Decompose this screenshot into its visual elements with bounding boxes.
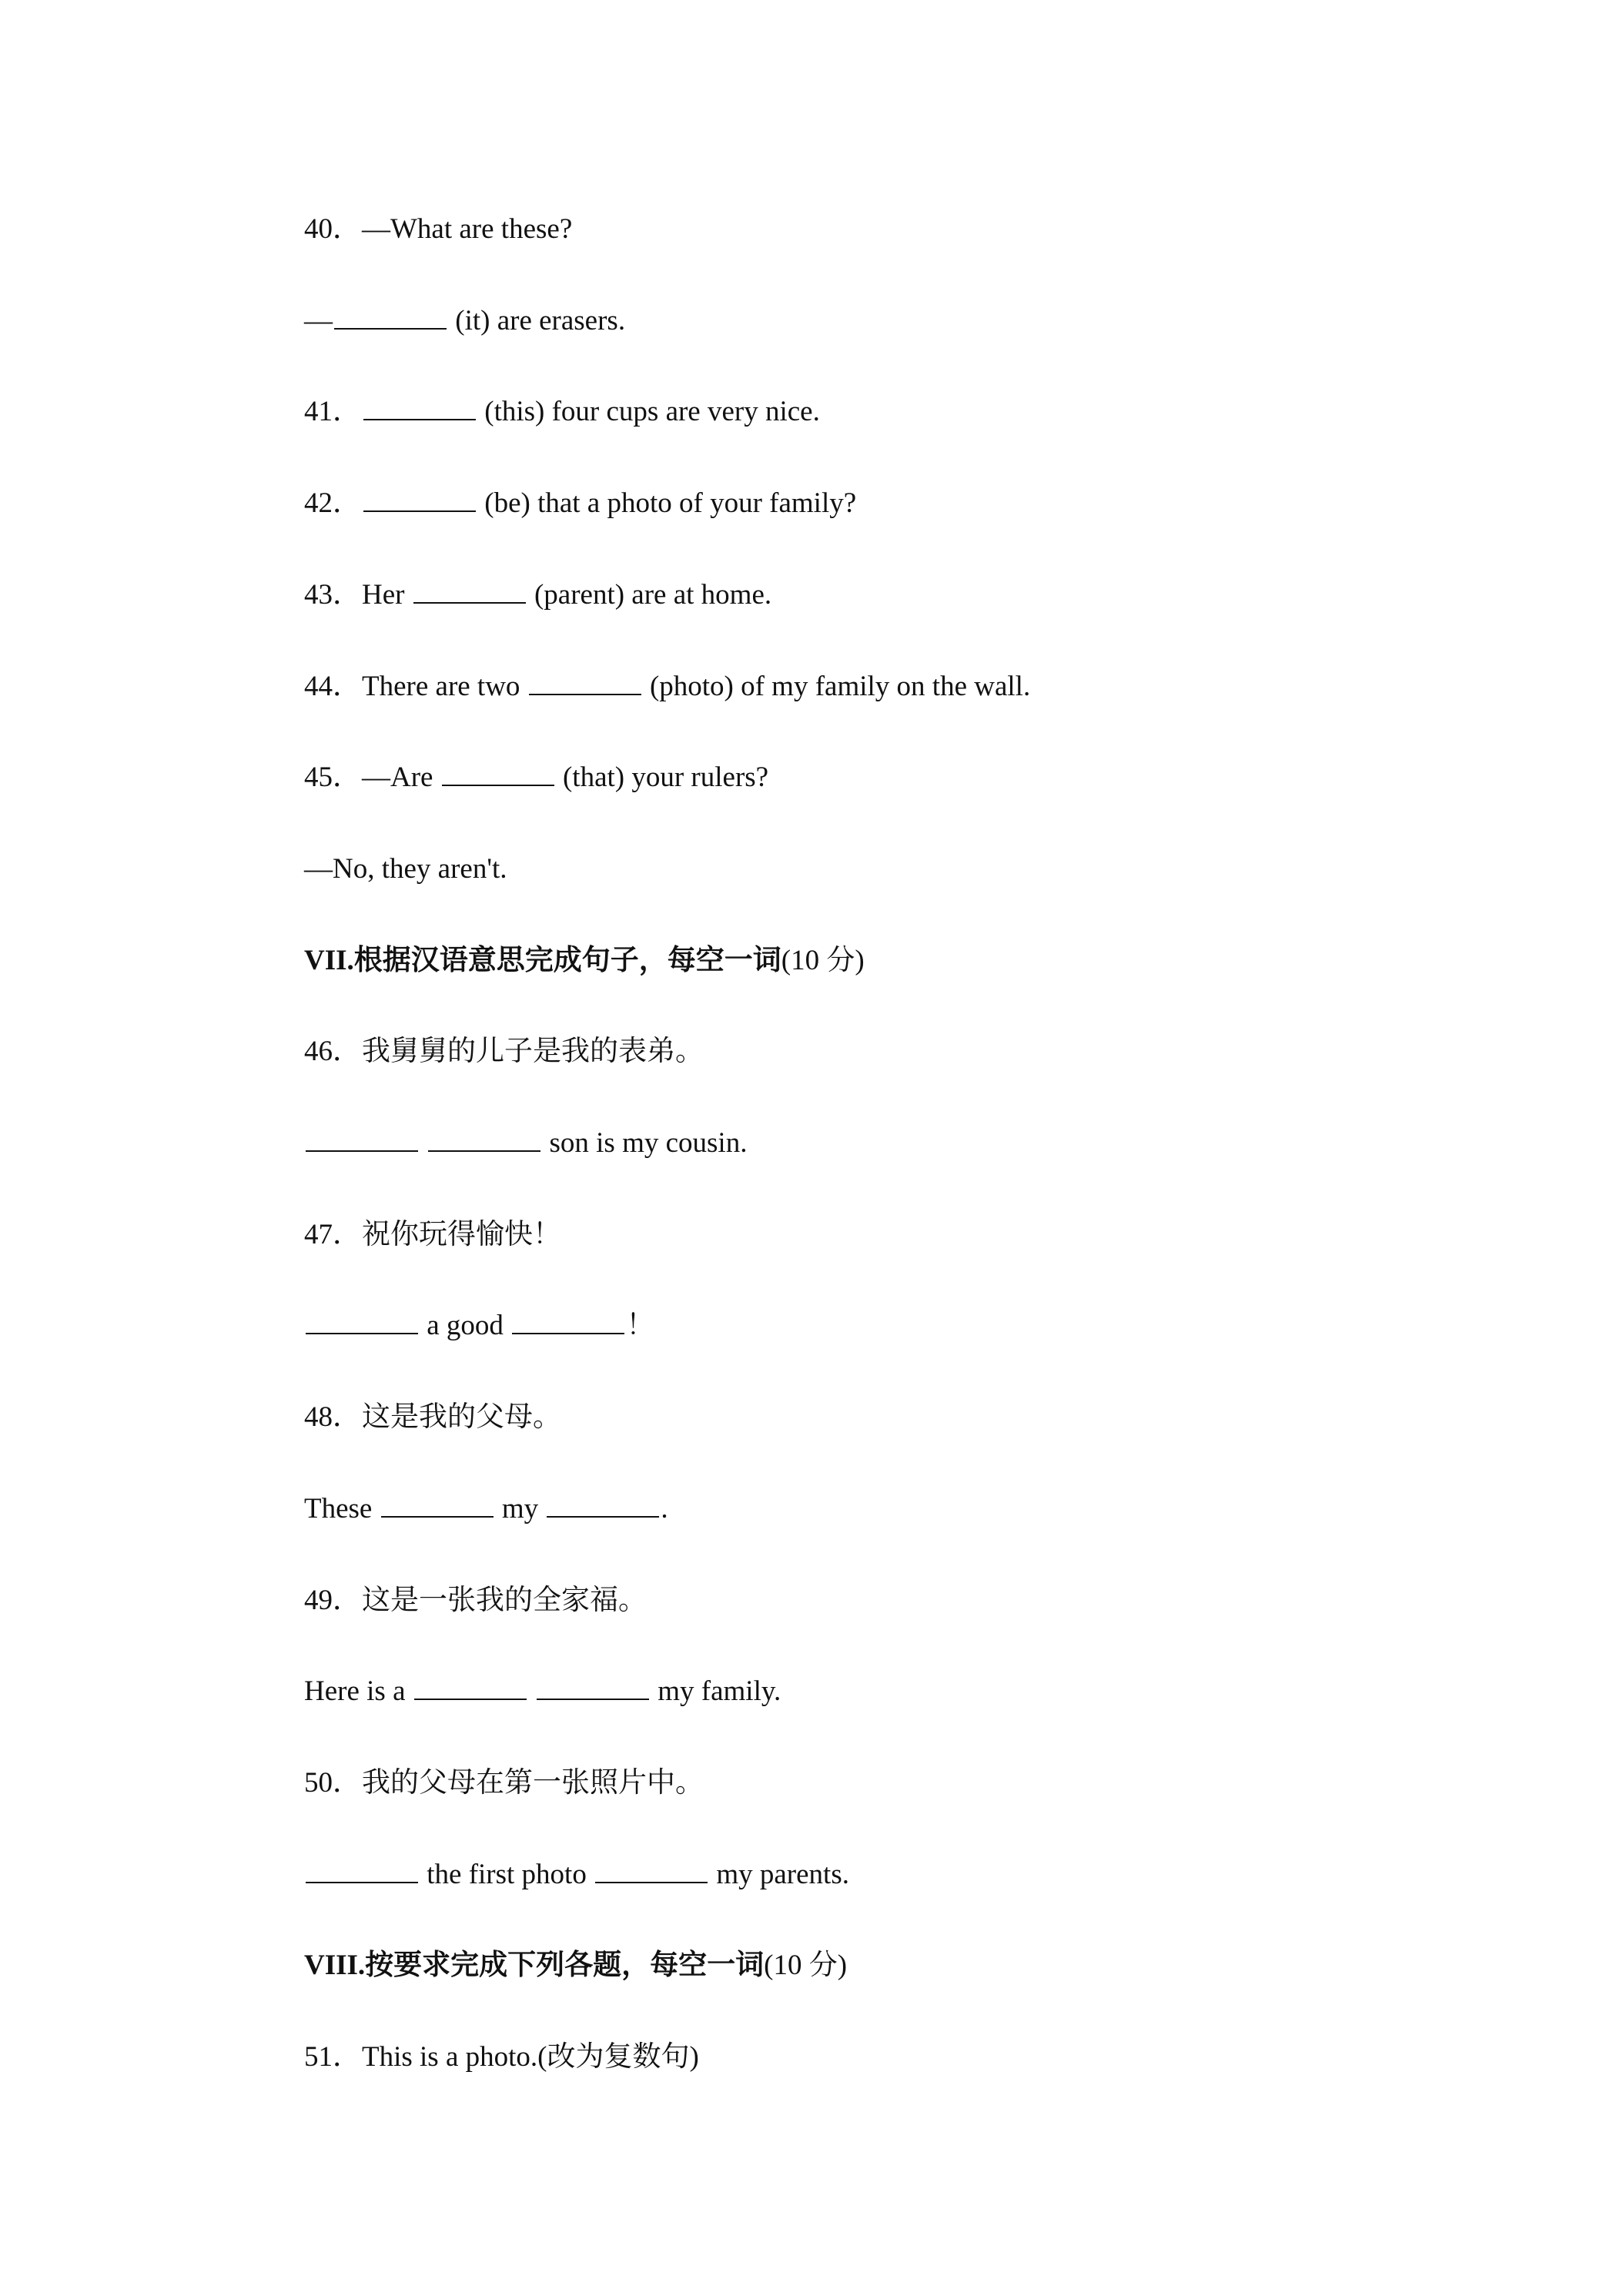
line-text: 这是一张我的全家福。 xyxy=(362,1584,647,1616)
answer-blank[interactable] xyxy=(442,757,554,786)
line-text: 我的父母在第一张照片中。 xyxy=(362,1766,704,1799)
line-text xyxy=(420,1127,427,1159)
line-text: Her xyxy=(362,578,412,611)
question-number: 51． xyxy=(304,2041,361,2073)
answer-blank[interactable] xyxy=(428,1123,540,1152)
line-text: 这是我的父母。 xyxy=(362,1401,561,1434)
question-line xyxy=(304,1029,704,1075)
line-text: (be) that a photo of your family? xyxy=(477,487,857,520)
line-text: Here is a xyxy=(304,1675,413,1708)
question-line xyxy=(304,1394,561,1441)
answer-line xyxy=(304,1668,781,1715)
line-text: There are two xyxy=(362,670,527,702)
question-number: 47． xyxy=(304,1218,361,1250)
answer-blank[interactable] xyxy=(529,666,641,695)
section-score: (10 分) xyxy=(781,944,865,976)
answer-blank[interactable] xyxy=(306,1123,418,1152)
line-text: (parent) are at home. xyxy=(527,578,772,611)
line-text: These xyxy=(304,1492,380,1525)
line-text: son is my cousin. xyxy=(542,1127,748,1159)
question-number: 40． xyxy=(304,213,361,245)
line-text: (that) your rulers? xyxy=(555,761,769,794)
line-text: (photo) of my family on the wall. xyxy=(642,670,1031,702)
answer-blank[interactable] xyxy=(547,1488,659,1518)
answer-blank[interactable] xyxy=(334,300,447,330)
answer-blank[interactable] xyxy=(306,1305,418,1334)
question-number: 50． xyxy=(304,1766,361,1799)
answer-line xyxy=(304,846,507,892)
answer-blank[interactable] xyxy=(306,1854,418,1883)
line-text: —What are these? xyxy=(362,213,573,245)
line-text: my family. xyxy=(651,1675,781,1708)
answer-line xyxy=(304,1303,654,1349)
question-number: 49． xyxy=(304,1584,361,1616)
question-number: 42． xyxy=(304,487,361,520)
section-score: (10 分) xyxy=(764,1950,848,1982)
question-number: 45． xyxy=(304,761,361,794)
answer-blank[interactable] xyxy=(381,1488,494,1518)
section-title: VII.根据汉语意思完成句子，每空一词 xyxy=(304,944,781,976)
line-text: —Are xyxy=(362,761,440,794)
answer-blank[interactable] xyxy=(363,483,476,512)
question-number: 46． xyxy=(304,1036,361,1068)
section-heading xyxy=(304,938,865,984)
question-number: 41． xyxy=(304,396,361,428)
question-line xyxy=(304,2034,699,2080)
line-text: the first photo xyxy=(420,1858,594,1890)
line-text: This is a photo.(改为复数句) xyxy=(362,2041,699,2073)
question-number: 44． xyxy=(304,670,361,702)
line-text xyxy=(528,1675,535,1707)
line-text: my xyxy=(494,1492,546,1525)
line-text: — xyxy=(304,304,333,336)
line-text: . xyxy=(661,1492,668,1525)
question-line xyxy=(304,755,768,801)
answer-blank[interactable] xyxy=(512,1305,624,1334)
question-line xyxy=(304,480,856,527)
line-text: a good xyxy=(420,1310,511,1342)
line-text: (it) are erasers. xyxy=(448,304,626,336)
answer-blank[interactable] xyxy=(413,574,526,604)
question-line xyxy=(304,1578,647,1624)
question-line xyxy=(304,206,572,253)
question-number: 48． xyxy=(304,1401,361,1434)
line-text: 祝你玩得愉快！ xyxy=(362,1218,561,1250)
question-line xyxy=(304,1760,704,1806)
section-heading xyxy=(304,1943,847,1989)
answer-line xyxy=(304,1852,849,1898)
answer-line xyxy=(304,1486,668,1532)
section-title: VIII.按要求完成下列各题，每空一词 xyxy=(304,1950,765,1982)
answer-blank[interactable] xyxy=(363,391,476,420)
line-text: (this) four cups are very nice. xyxy=(477,396,820,428)
answer-line xyxy=(304,298,625,344)
question-number: 43． xyxy=(304,578,361,611)
answer-blank[interactable] xyxy=(537,1671,649,1700)
question-line xyxy=(304,664,1030,710)
answer-line xyxy=(304,1120,747,1166)
answer-blank[interactable] xyxy=(414,1671,527,1700)
question-line xyxy=(304,1212,561,1258)
line-text: my parents. xyxy=(709,1858,849,1890)
line-text: —No, they aren't. xyxy=(304,852,507,885)
answer-blank[interactable] xyxy=(595,1854,708,1883)
line-text: ！ xyxy=(626,1310,655,1342)
question-line xyxy=(304,572,771,618)
line-text: 我舅舅的儿子是我的表弟。 xyxy=(362,1036,704,1068)
question-line xyxy=(304,389,820,435)
